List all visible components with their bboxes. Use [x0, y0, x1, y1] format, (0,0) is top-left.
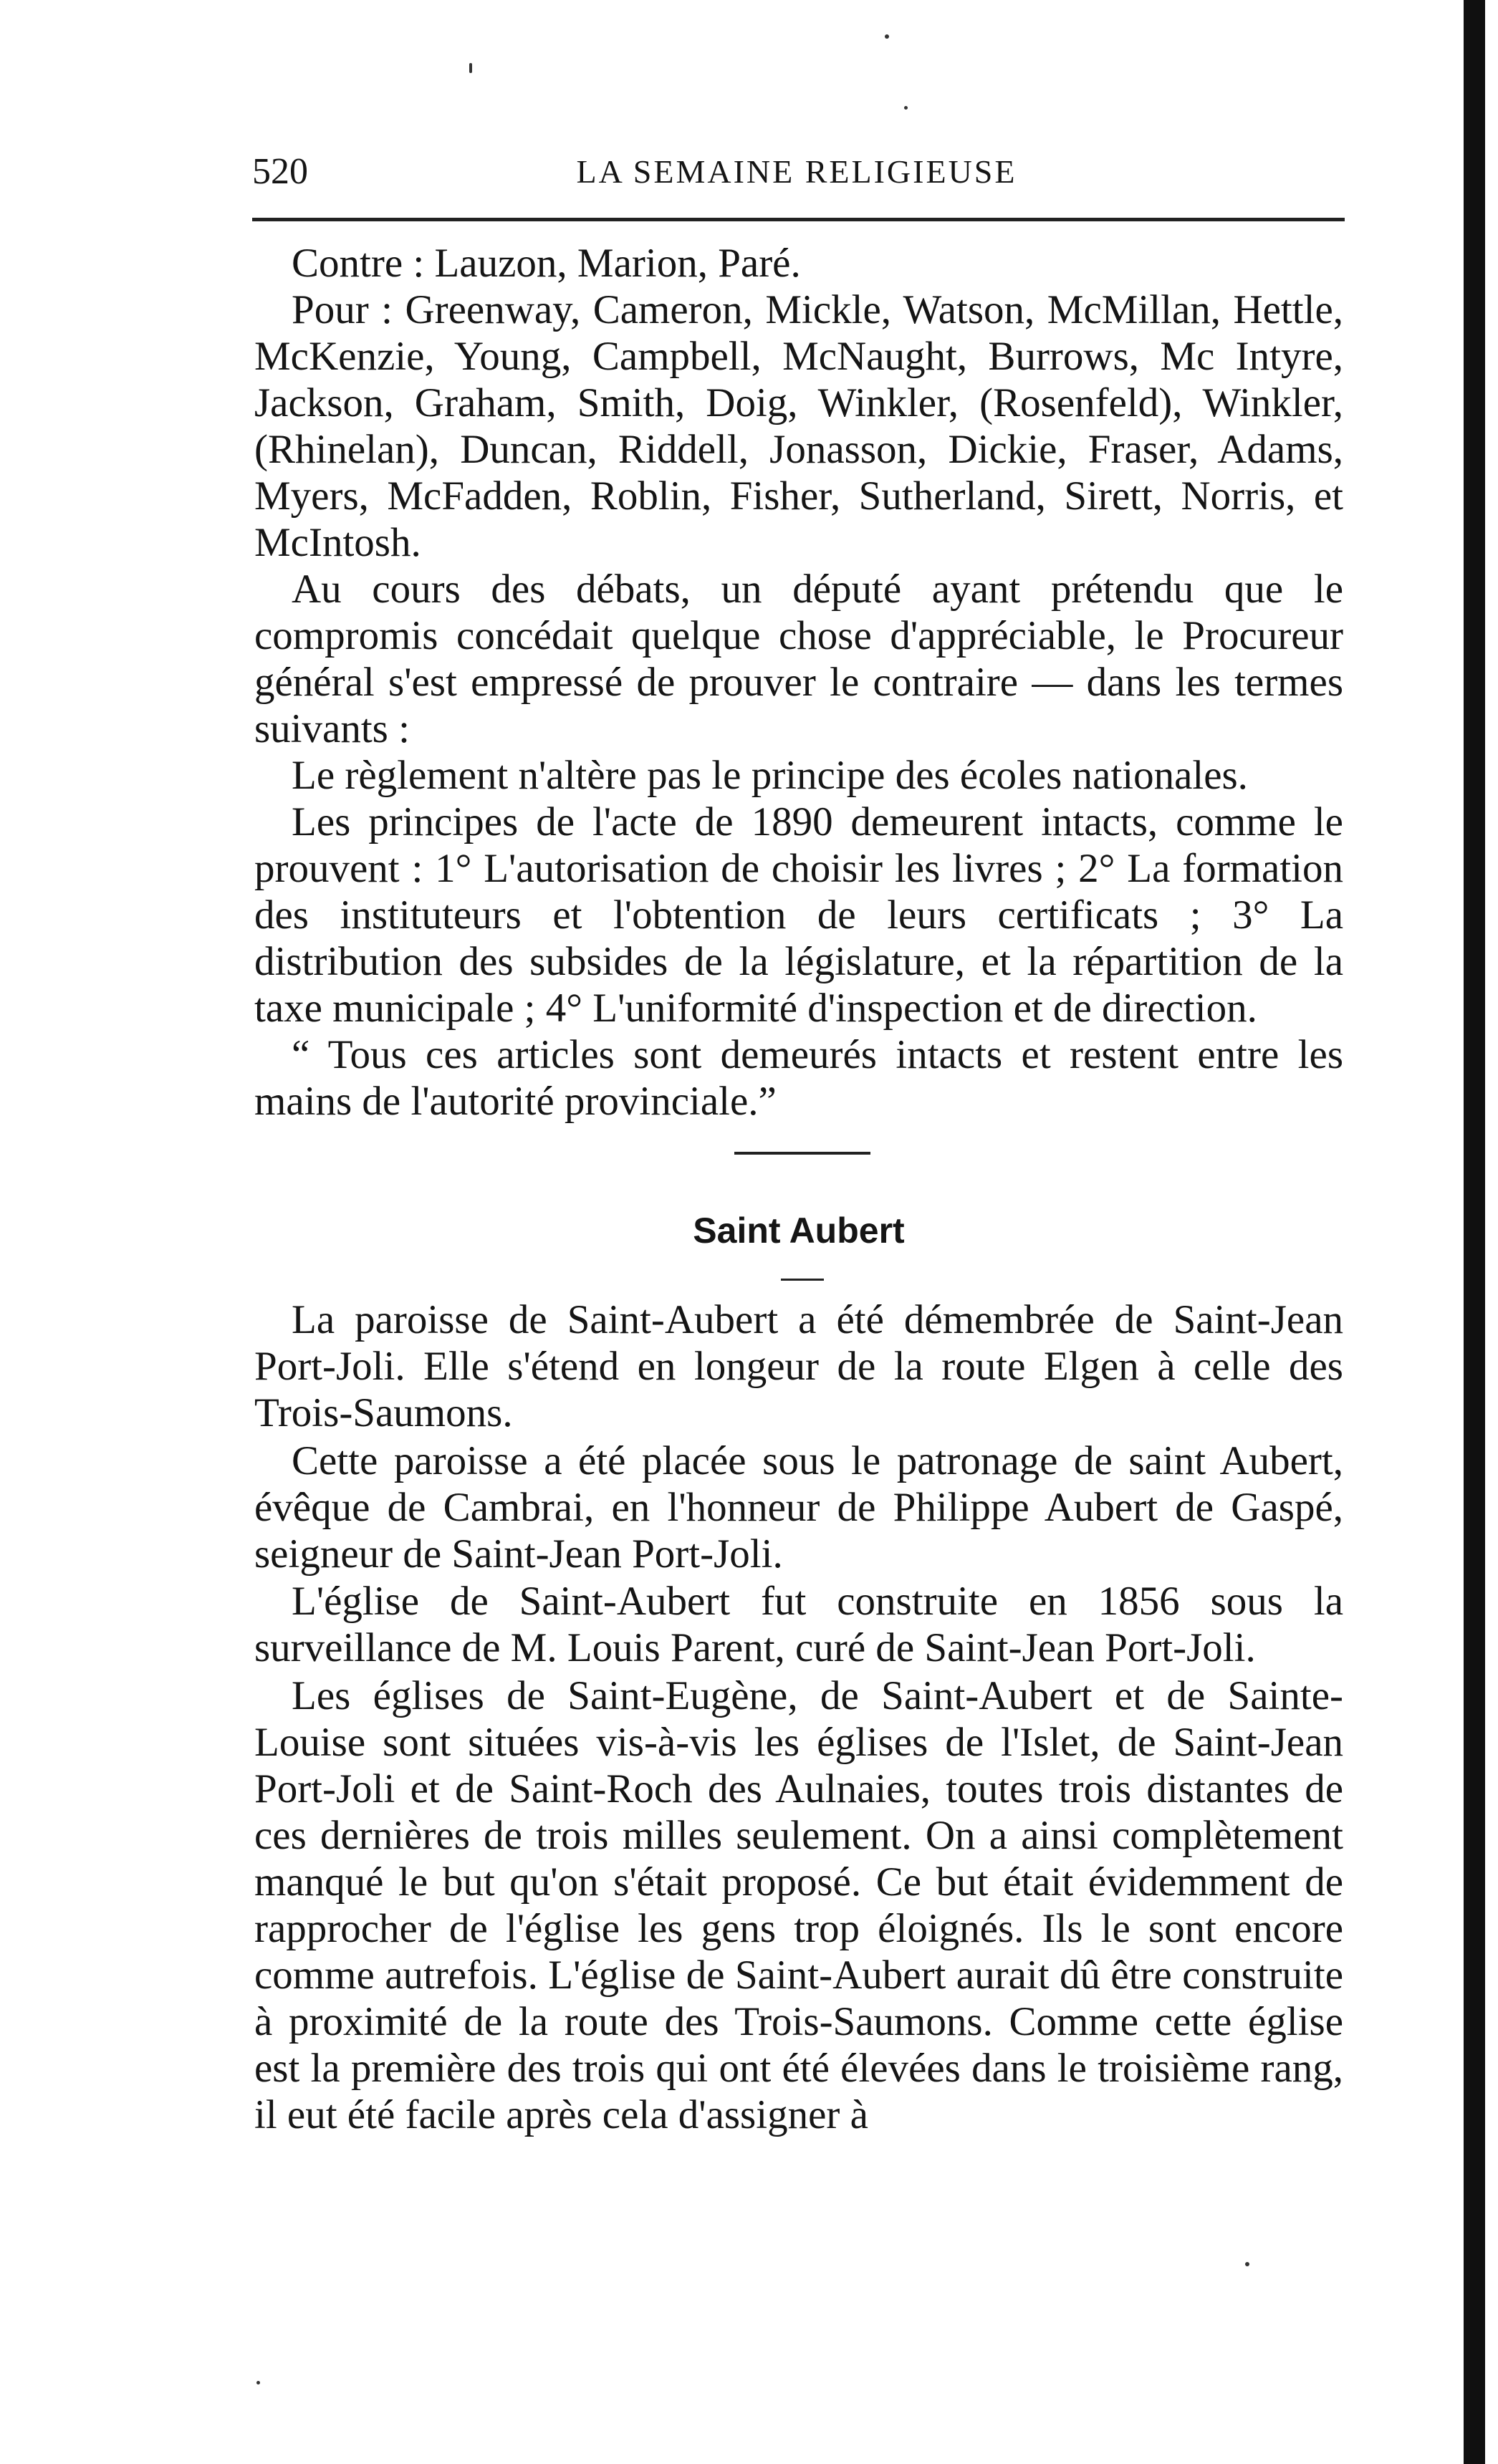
- page-header: [252, 147, 1341, 197]
- print-speck: [904, 106, 908, 110]
- debate-statement: Le règlement n'altère pas le principe des écoles nationales.: [292, 753, 1248, 798]
- vote-pour: Pour : Greenway, Cameron, Mickle, Watson, McMillan, Hettle, McKenzie, Young, Campbell, McNaught, Burrows, Mc Intyre, Jackson, Graham, Smith, Doig, Winkler, (Rosenfeld), Winkler, (Rhinelan), Duncan, Riddell, Jonasson, Dickie, Fraser, Adams, Myers, McFadden, Roblin, Fisher, Sutherland, Sirett, Norris, et McIntosh.: [254, 287, 1343, 565]
- section-paragraph: Cette paroisse a été placée sous le patronage de saint Aubert, évêque de Cambrai, en l'honneur de Philippe Aubert de Gaspé, seigneur de Saint-Jean Port-Joli.: [254, 1438, 1343, 1577]
- debate-intro: Au cours des débats, un député ayant prétendu que le compromis concédait quelque chose d'appréciable, le Procureur général s'est empressé de prouver le contraire — dans les termes suivants :: [254, 567, 1343, 751]
- section-paragraph: L'église de Saint-Aubert fut construite en 1856 sous la surveillance de M. Louis Parent, curé de Saint-Jean Port-Joli.: [254, 1579, 1343, 1670]
- section-divider: [734, 1152, 870, 1155]
- section-paragraph: La paroisse de Saint-Aubert a été démembrée de Saint-Jean Port-Joli. Elle s'étend en longeur de la route Elgen à celle des Trois-Saumons.: [254, 1297, 1343, 1435]
- section-title: Saint Aubert: [693, 1211, 905, 1251]
- debate-principles: Les principes de l'acte de 1890 demeurent intacts, comme le prouvent : 1° L'autorisation de choisir les livres ; 2° La formation des instituteurs et l'obtention de leurs certificats ; 3° La distribution des subsides de la législature, et la répartition de la taxe municipale ; 4° L'uniformité d'inspection et de direction.: [254, 799, 1343, 1031]
- debate-quote: “ Tous ces articles sont demeurés intacts et restent entre les mains de l'autorité provinciale.”: [254, 1032, 1343, 1124]
- title-dash: [781, 1279, 824, 1281]
- print-speck: [1245, 2262, 1249, 2266]
- print-speck: [256, 2381, 260, 2384]
- print-speck: [469, 63, 472, 73]
- header-rule: [252, 218, 1345, 221]
- running-title: LA SEMAINE RELIGIEUSE: [576, 153, 1017, 190]
- page-edge-bar: [1464, 0, 1485, 2464]
- vote-contre: Contre : Lauzon, Marion, Paré.: [292, 241, 801, 286]
- section-paragraph: Les églises de Saint-Eugène, de Saint-Aubert et de Sainte-Louise sont situées vis-à-vis les églises de l'Islet, de Saint-Jean Port-Joli et de Saint-Roch des Aulnaies, toutes trois distantes de ces dernières de trois milles seulement. On a ainsi complètement manqué le but qu'on s'était proposé. Ce but était évidemment de rapprocher de l'église les gens trop éloignés. Ils le sont encore comme autrefois. L'église de Saint-Aubert aurait dû être construite à proximité de la route des Trois-Saumons. Comme cette église est la première des trois qui ont été élevées dans le troisième rang, il eut été facile après cela d'assigner à: [254, 1673, 1343, 2137]
- page-number: 520: [252, 151, 308, 192]
- print-speck: [885, 34, 889, 39]
